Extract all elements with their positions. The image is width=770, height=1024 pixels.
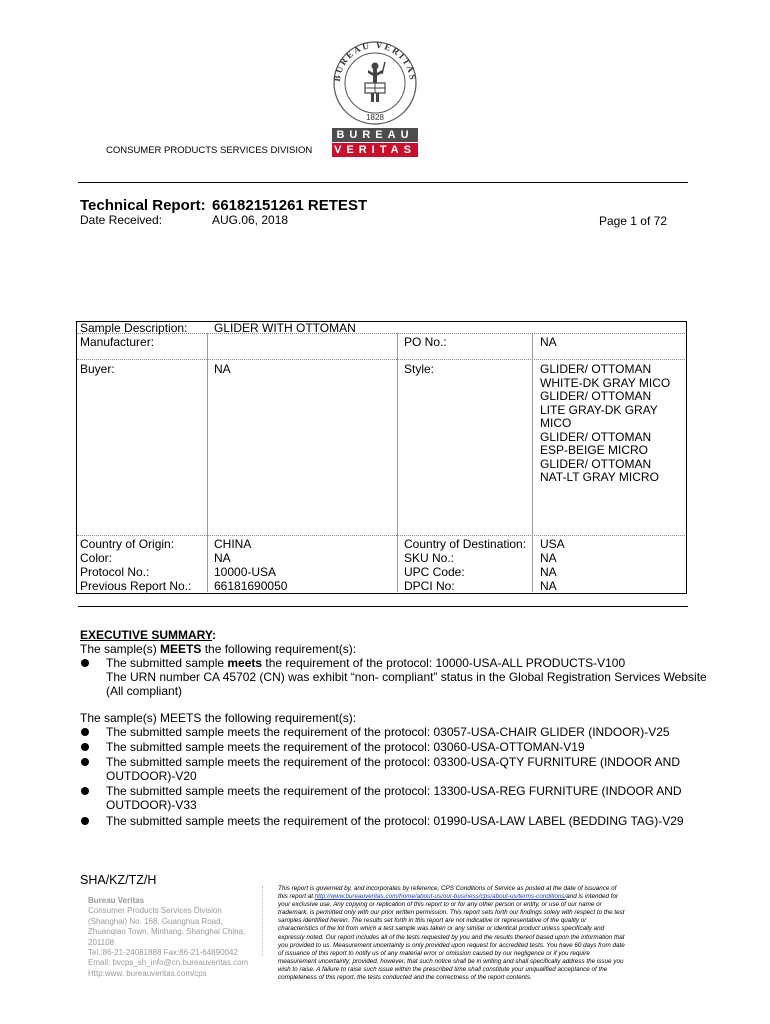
style-line: GLIDER/ OTTOMAN: [540, 456, 652, 471]
buyer-value: NA: [214, 362, 231, 376]
summary-item-line: The submitted sample meets the requirement of the protocol: 13300-USA-REG FURNITURE (INDOOR AND: [106, 784, 682, 798]
summary-item-line: The submitted sample meets the requirement of the protocol: 01990-USA-LAW LABEL (BEDDING TAG)-V29: [106, 814, 684, 828]
disclaimer-line-2: [278, 893, 678, 901]
disclaimer-line: your exclusive use. Any copying or replication of this report to or for any other person or entity, or use of our name or: [278, 901, 602, 909]
destination-value: USA: [540, 537, 565, 551]
footer-disclaimer: [278, 885, 678, 982]
dpci-label: DPCI No:: [404, 579, 455, 593]
footer-initials: SHA/KZ/TZ/H: [80, 873, 157, 887]
date-received-value: AUG.06, 2018: [212, 213, 289, 227]
summary-item-line: The submitted sample meets the requirement of the protocol: 03057-USA-CHAIR GLIDER (INDOOR)-V25: [106, 725, 670, 739]
bullet-icon: [81, 817, 89, 825]
protocol-value: 10000-USA: [214, 565, 277, 579]
summary-intro-prefix: The sample(s): [80, 642, 161, 656]
disclaimer-line-1: This report is governed by, and incorporates by reference, CPS Conditions of Service as posted at the date of issuance of: [278, 885, 617, 892]
logo-word-bureau: BUREAU: [332, 128, 418, 142]
address-line: Consumer Products Services Division: [88, 906, 222, 916]
origin-label: Country of Origin:: [80, 537, 175, 551]
disclaimer-line: characteristics of the lot from which a test sample was taken or any similar or identical product unless specifically and: [278, 925, 605, 933]
svg-text:BUREAU VERITAS: BUREAU VERITAS: [331, 40, 419, 83]
sku-label: SKU No.:: [404, 551, 455, 565]
report-title-label: Technical Report:: [80, 197, 206, 214]
disclaimer-line: you provided to us. Measurement uncertainty is only provided upon request for accredited tests. You have 60 days from date: [278, 941, 625, 949]
summary-intro-bold: MEETS: [160, 642, 202, 656]
sku-value: NA: [540, 551, 557, 565]
address-line: Tel.:86-21-24081888 Fax:86-21-64890042: [88, 948, 238, 958]
bullet-icon: [81, 728, 89, 736]
dpci-value: NA: [540, 579, 557, 593]
previous-report-value: 66181690050: [214, 579, 288, 593]
footer-address: [88, 896, 248, 979]
footer-vertical-rule: [262, 886, 263, 956]
disclaimer-rest: [278, 901, 678, 982]
summary-item-line: OUTDOOR)-V33: [106, 798, 197, 812]
table-dotted-rule-2: [77, 359, 685, 360]
executive-summary-heading: [80, 629, 216, 643]
date-received-label: Date Received:: [80, 213, 163, 227]
style-line: GLIDER/ OTTOMAN: [540, 429, 652, 444]
logo-word-veritas: VERITAS: [332, 143, 418, 157]
style-line: NAT-LT GRAY MICRO: [540, 470, 659, 484]
executive-summary-colon: :: [212, 628, 217, 642]
disclaimer-line: completeness of this report, the tests conducted and the correctness of the report contents.: [278, 974, 532, 982]
style-label: Style:: [404, 362, 435, 376]
style-value: [540, 363, 670, 485]
first-item-bold: meets: [227, 656, 263, 670]
address-line: (Shanghai) No. 168, Guanghua Road,: [88, 916, 223, 926]
style-line: LITE GRAY-DK GRAY: [540, 402, 658, 417]
summary-first-item-line2: The URN number CA 45702 (CN) was exhibit “non- compliant” status in the Global Registration Services Website: [106, 670, 707, 684]
bullet-icon: [81, 659, 89, 667]
upc-label: UPC Code:: [404, 565, 465, 579]
po-value: NA: [540, 335, 557, 349]
style-line: ESP-BEIGE MICRO: [540, 443, 649, 457]
style-line: GLIDER/ OTTOMAN: [540, 389, 652, 403]
upc-value: NA: [540, 565, 557, 579]
disclaimer-line: measurement uncertainty; provided, however, that such notice shall be in writing and shall specifically address the issue you: [278, 957, 624, 965]
table-col-divider-3: [532, 333, 533, 592]
disclaimer-line: expressly noted. Our report includes all of the tests requested by you and the results thereof based upon the information that: [278, 933, 625, 941]
address-line: Http:www. bureauveritas.com/cps: [88, 968, 207, 978]
sample-description-value: GLIDER WITH OTTOMAN: [214, 321, 356, 335]
report-number: 66182151261 RETEST: [212, 197, 368, 214]
disclaimer-line: trademark, is permitted only with our prior written permission. This report sets forth our findings solely with respect to the test: [278, 909, 625, 917]
buyer-label: Buyer:: [80, 362, 115, 376]
disclaimer-line: wish to raise. A failure to raise such issue within the prescribed time shall constitute your unqualified acceptance of the: [278, 965, 608, 973]
bullet-icon: [81, 743, 89, 751]
manufacturer-label: Manufacturer:: [80, 335, 155, 349]
address-company: Bureau Veritas: [88, 896, 145, 905]
table-col-divider-1: [207, 333, 208, 592]
origin-value: CHINA: [214, 537, 252, 551]
address-line: 201108: [88, 937, 115, 947]
disclaimer-line-2-suffix: and is intended for: [566, 893, 619, 901]
first-item-suffix: the requirement of the protocol: 10000-USA-ALL PRODUCTS-V100: [262, 656, 626, 670]
summary-second-intro: The sample(s) MEETS the following requirement(s):: [80, 711, 357, 725]
bureau-veritas-seal-icon: [330, 40, 420, 126]
address-line: Email: bvcps_sh_info@cn.bureauveritas.com: [88, 958, 249, 968]
summary-first-item: [106, 657, 625, 671]
destination-label: Country of Destination:: [404, 537, 527, 551]
color-label: Color:: [80, 551, 113, 565]
table-col-divider-2: [397, 333, 398, 592]
protocol-label: Protocol No.:: [80, 565, 150, 579]
executive-summary-title: EXECUTIVE SUMMARY: [80, 628, 213, 642]
disclaimer-line-2-prefix: this report at: [278, 893, 315, 901]
summary-intro-suffix: the following requirement(s):: [201, 642, 357, 656]
bullet-icon: [81, 758, 89, 766]
summary-item-line: The submitted sample meets the requirement of the protocol: 03300-USA-QTY FURNITURE (INDOOR AND: [106, 755, 680, 769]
sample-description-label: Sample Description:: [80, 321, 188, 335]
color-value: NA: [214, 551, 231, 565]
previous-report-label: Previous Report No.:: [80, 579, 192, 593]
style-line: WHITE-DK GRAY MICO: [540, 375, 671, 390]
section-divider: [78, 606, 688, 607]
summary-item-line: The submitted sample meets the requirement of the protocol: 03060-USA-OTTOMAN-V19: [106, 740, 585, 754]
bullet-icon: [81, 787, 89, 795]
svg-text:1828: 1828: [366, 113, 384, 122]
table-dotted-rule-3: [77, 535, 685, 536]
summary-intro: [80, 643, 356, 657]
terms-conditions-link[interactable]: http://www.bureauveritas.com/home/about-us/our-business/cps/about-us/terms-conditions/: [314, 893, 567, 901]
disclaimer-line: of issuance of this report to notify us of any material error or omission caused by our negligence or if you require: [278, 949, 590, 957]
bureau-veritas-logo: [330, 40, 420, 160]
division-label: CONSUMER PRODUCTS SERVICES DIVISION: [106, 145, 313, 156]
summary-first-item-line3: (All compliant): [106, 684, 183, 698]
page-number: Page 1 of 72: [598, 214, 667, 228]
header-divider: [78, 182, 688, 183]
summary-item-line: OUTDOOR)-V20: [106, 769, 197, 783]
disclaimer-line: samples identified herein. The results set forth in this report are not indicative or representative of the quality or: [278, 917, 587, 925]
address-line: Zhuanqiao Town, Minhang, Shanghai China,: [88, 927, 246, 937]
first-item-prefix: The submitted sample: [106, 656, 228, 670]
po-label: PO No.:: [404, 335, 447, 349]
style-line: MICO: [540, 416, 572, 430]
style-line: GLIDER/ OTTOMAN: [540, 362, 652, 376]
